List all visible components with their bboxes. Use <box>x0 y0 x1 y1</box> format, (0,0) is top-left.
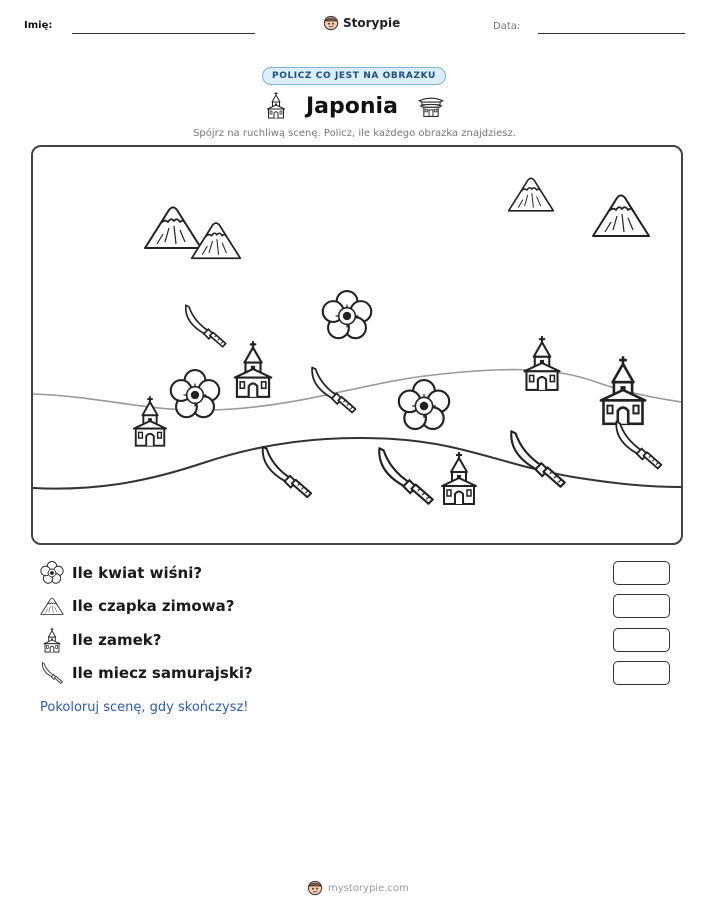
church-2 <box>134 396 166 445</box>
mountain-icon <box>40 595 64 617</box>
answer-box-castles[interactable] <box>613 628 670 652</box>
answer-box-flowers[interactable] <box>613 561 670 585</box>
scene-frame <box>31 145 683 545</box>
name-label: Imię: <box>24 20 53 31</box>
question-row <box>40 594 670 618</box>
question-label: Ile miecz samurajski? <box>72 664 253 682</box>
sword-6 <box>616 422 661 469</box>
mountain-2 <box>192 223 241 258</box>
sword-icon <box>40 661 64 685</box>
church-1 <box>235 341 271 397</box>
flower-2 <box>171 370 219 417</box>
front-hill-line <box>33 438 681 489</box>
date-label: Data: <box>493 21 521 32</box>
instructions: Spójrz na ruchliwą scenę. Policz, ile każdego obrazka znajdziesz. <box>193 128 516 139</box>
back-hill-line <box>33 370 681 411</box>
flower-3 <box>399 380 449 429</box>
church-3 <box>524 336 559 390</box>
colour-note: Pokoloruj scenę, gdy skończysz! <box>40 700 249 715</box>
church-icon <box>42 627 62 653</box>
church-title-icon <box>266 91 286 119</box>
question-row <box>40 628 670 652</box>
question-label: Ile kwiat wiśni? <box>72 564 203 582</box>
footer-url: mystorypie.com <box>328 882 409 894</box>
question-row <box>40 561 670 585</box>
mountain-4 <box>593 196 649 237</box>
flower-1 <box>323 291 371 338</box>
mountain-1 <box>145 208 201 249</box>
answer-box-swords[interactable] <box>613 661 670 685</box>
sword-5 <box>511 431 564 486</box>
mountain-3 <box>509 178 554 210</box>
question-row <box>40 661 670 685</box>
sword-4 <box>379 448 432 503</box>
mascot-icon <box>323 15 339 31</box>
mascot-icon <box>307 880 323 896</box>
sword-3 <box>263 447 311 497</box>
church-4 <box>601 356 645 424</box>
date-line[interactable] <box>538 33 685 34</box>
brand-name: Storypie <box>343 16 401 30</box>
question-label: Ile zamek? <box>72 631 162 649</box>
flower-icon <box>40 561 64 585</box>
sword-1 <box>186 305 226 347</box>
brand-logo <box>323 15 400 31</box>
shrine-icon <box>418 94 444 118</box>
answer-box-hats[interactable] <box>613 594 670 618</box>
page-title: Japonia <box>306 94 398 119</box>
name-line[interactable] <box>72 33 255 34</box>
church-5 <box>442 452 476 504</box>
question-label: Ile czapka zimowa? <box>72 597 235 615</box>
scene-illustration <box>33 147 681 543</box>
activity-badge: POLICZ CO JEST NA OBRAZKU <box>262 67 446 85</box>
footer <box>307 880 409 896</box>
